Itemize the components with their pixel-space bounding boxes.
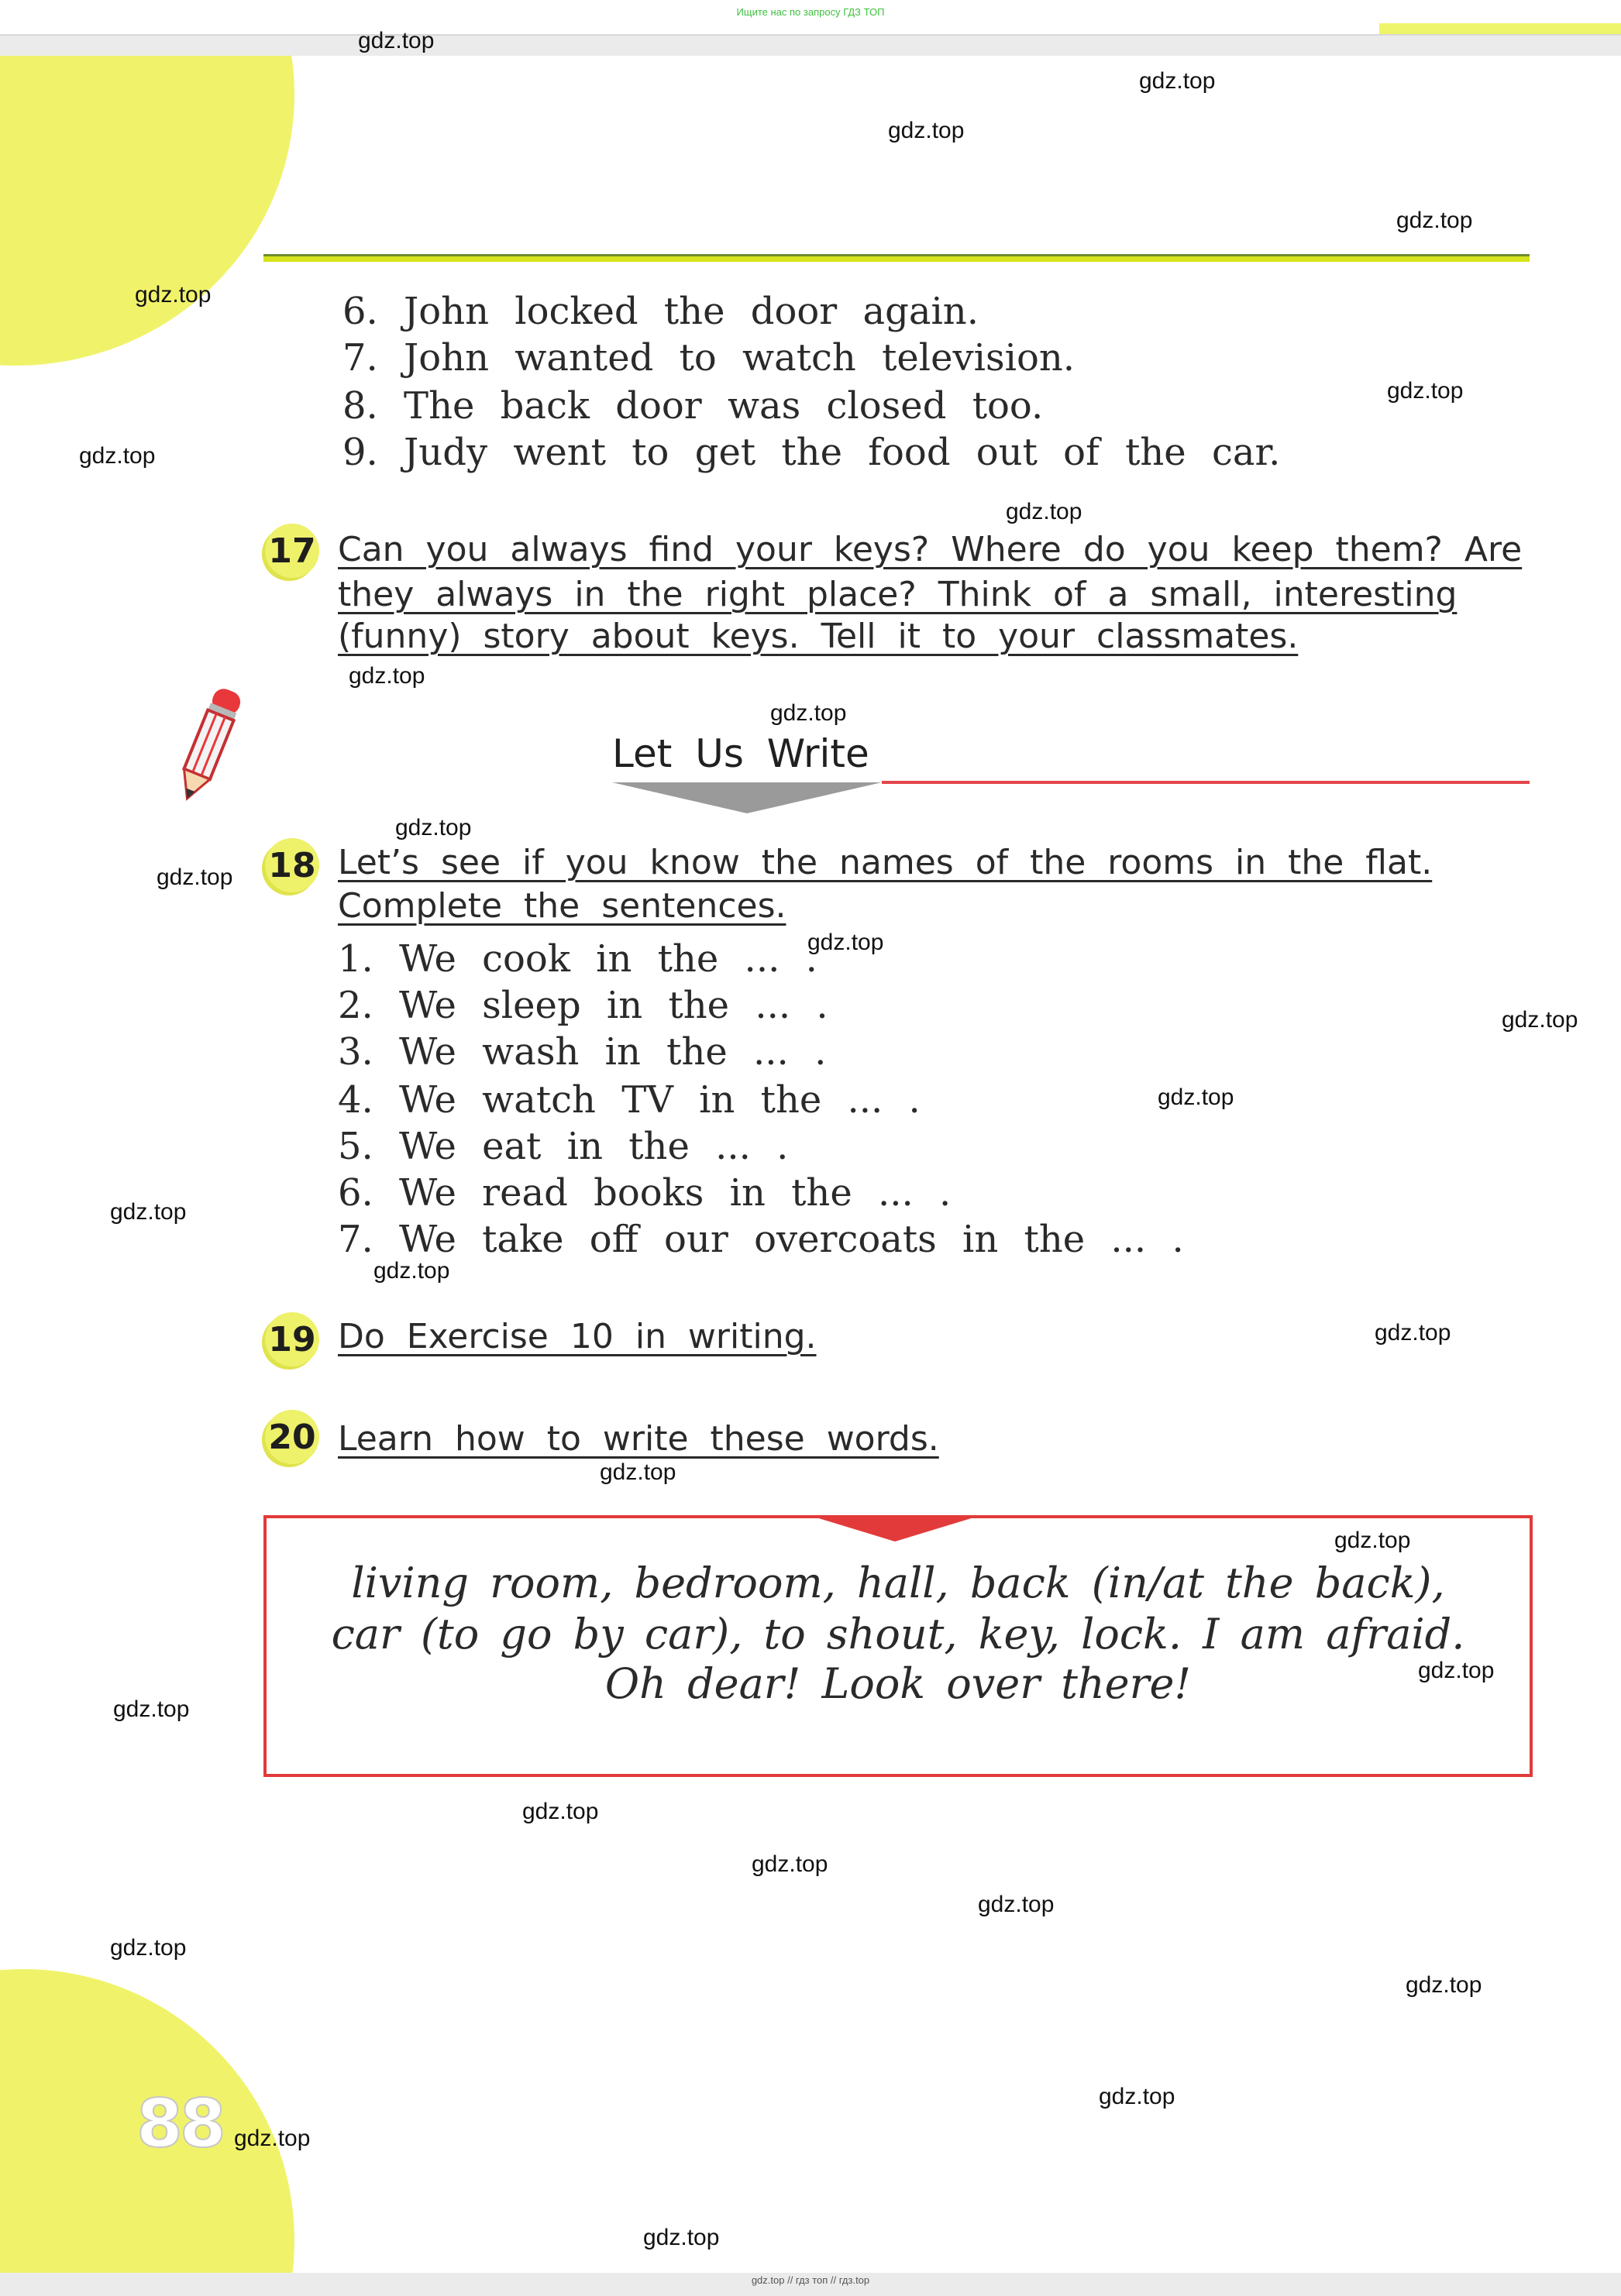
- watermark-link[interactable]: gdz.top: [1502, 1007, 1578, 1033]
- list-item: 7. John wanted to watch television.: [342, 336, 1076, 380]
- watermark-link[interactable]: gdz.top: [1139, 68, 1216, 94]
- exercise-17-text: they always in the right place? Think of a small, interesting: [338, 575, 1458, 614]
- watermark-link[interactable]: gdz.top: [113, 1696, 190, 1722]
- watermark-link[interactable]: gdz.top: [770, 700, 847, 726]
- exercise-badge-20: 20: [265, 1410, 319, 1464]
- list-item: 1. We cook in the ... .: [338, 937, 817, 981]
- list-item: 5. We eat in the ... .: [338, 1125, 789, 1168]
- watermark-link[interactable]: gdz.top: [522, 1799, 599, 1824]
- exercise-18-text: Complete the sentences.: [338, 886, 786, 926]
- top-bar: [0, 0, 1621, 36]
- watermark-link[interactable]: gdz.top: [395, 815, 472, 840]
- watermark-link[interactable]: gdz.top: [79, 443, 156, 469]
- watermark-link[interactable]: gdz.top: [643, 2225, 720, 2250]
- list-item: 2. We sleep in the ... .: [338, 984, 828, 1027]
- exercise-20-text: Learn how to write these words.: [338, 1419, 939, 1459]
- list-item: 4. We watch TV in the ... .: [338, 1078, 921, 1122]
- exercise-17-text: (funny) story about keys. Tell it to your classmates.: [338, 617, 1299, 656]
- exercise-19-text: Do Exercise 10 in writing.: [338, 1317, 817, 1356]
- exercise-18-text: Let’s see if you know the names of the rooms in the flat.: [338, 843, 1433, 882]
- exercise-badge-19: 19: [265, 1312, 319, 1366]
- watermark-link[interactable]: gdz.top: [373, 1258, 450, 1284]
- pencil-icon: [166, 682, 251, 806]
- search-banner[interactable]: Ищите нас по запросу ГДЗ ТОП: [736, 6, 885, 18]
- watermark-link[interactable]: gdz.top: [1396, 208, 1473, 233]
- watermark-link[interactable]: gdz.top: [157, 864, 233, 890]
- watermark-link[interactable]: gdz.top: [1387, 378, 1464, 404]
- list-item: 7. We take off our overcoats in the ... .: [338, 1218, 1184, 1261]
- section-rule: [882, 781, 1530, 784]
- exercise-badge-18: 18: [265, 838, 319, 892]
- word-box-line: car (to go by car), to shout, key, lock. I am afraid.: [331, 1610, 1465, 1658]
- watermark-link[interactable]: gdz.top: [1334, 1528, 1411, 1553]
- footer-links[interactable]: gdz.top // гдз топ // гдз.top: [751, 2274, 870, 2286]
- watermark-link[interactable]: gdz.top: [600, 1459, 676, 1485]
- watermark-link[interactable]: gdz.top: [888, 118, 965, 143]
- arrow-down-icon: [814, 1517, 976, 1542]
- word-box-line: living room, bedroom, hall, back (in/at the back),: [351, 1559, 1445, 1607]
- watermark-link[interactable]: gdz.top: [1375, 1320, 1451, 1346]
- watermark-link[interactable]: gdz.top: [135, 282, 212, 308]
- arrow-down-icon: [612, 782, 882, 813]
- watermark-link[interactable]: gdz.top: [752, 1851, 828, 1877]
- list-item: 6. We read books in the ... .: [338, 1171, 952, 1215]
- watermark-link[interactable]: gdz.top: [349, 663, 425, 689]
- watermark-link[interactable]: gdz.top: [234, 2126, 311, 2151]
- watermark-link[interactable]: gdz.top: [1418, 1658, 1495, 1683]
- section-heading: Let Us Write: [612, 731, 869, 776]
- watermark-link[interactable]: gdz.top: [1158, 1084, 1234, 1110]
- list-item: 6. John locked the door again.: [342, 290, 979, 333]
- watermark-link[interactable]: gdz.top: [110, 1199, 187, 1225]
- watermark-link[interactable]: gdz.top: [358, 28, 435, 53]
- watermark-link[interactable]: gdz.top: [978, 1892, 1055, 1917]
- list-item: 3. We wash in the ... .: [338, 1030, 827, 1074]
- corner-decoration-top: [0, 56, 294, 366]
- header-rule: [263, 254, 1530, 262]
- list-item: 8. The back door was closed too.: [342, 384, 1044, 428]
- word-box-line: Oh dear! Look over there!: [604, 1659, 1192, 1708]
- top-yellow-strip: [1379, 23, 1621, 34]
- word-box: [263, 1515, 1533, 1777]
- list-item: 9. Judy went to get the food out of the car.: [342, 431, 1281, 474]
- exercise-17-text: Can you always find your keys? Where do you keep them? Are: [338, 530, 1523, 569]
- watermark-link[interactable]: gdz.top: [1406, 1972, 1482, 1998]
- watermark-link[interactable]: gdz.top: [807, 930, 884, 955]
- watermark-link[interactable]: gdz.top: [110, 1935, 187, 1961]
- watermark-link[interactable]: gdz.top: [1099, 2084, 1175, 2109]
- watermark-link[interactable]: gdz.top: [1006, 499, 1082, 524]
- exercise-badge-17: 17: [265, 524, 319, 578]
- page-number: 88: [136, 2085, 223, 2163]
